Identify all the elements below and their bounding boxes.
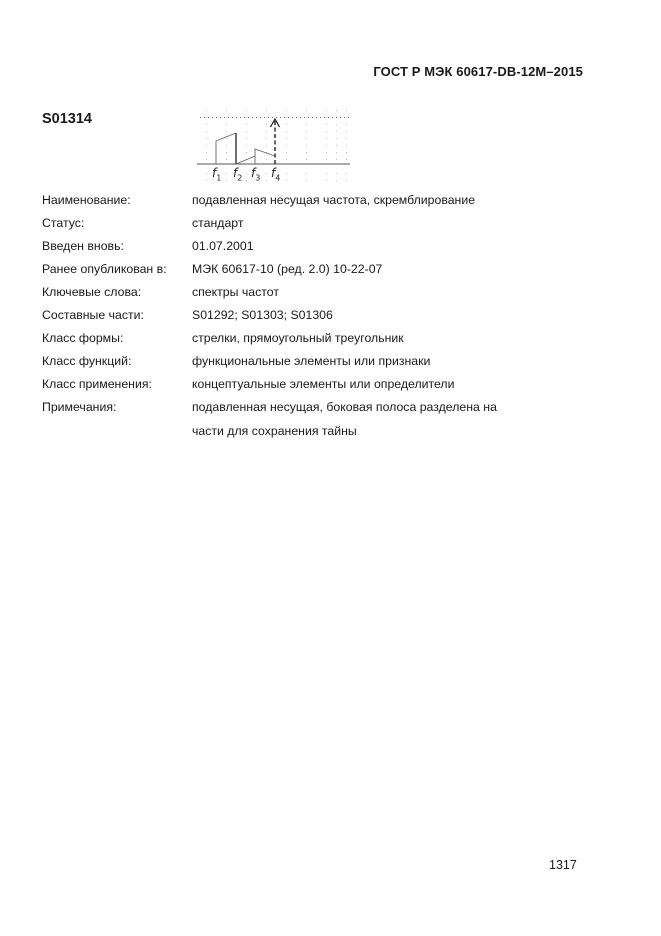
field-row-keywords	[42, 281, 562, 304]
field-label: Наименование:	[42, 193, 131, 207]
field-value: стрелки, прямоугольный треугольник	[192, 331, 404, 345]
field-label: Класс формы:	[42, 331, 124, 345]
field-value: стандарт	[192, 216, 244, 230]
axis-labels	[190, 166, 360, 182]
axis-label-f4: $f_4$	[271, 166, 281, 183]
field-label: Составные части:	[42, 308, 144, 322]
field-value: спектры частот	[192, 285, 279, 299]
field-label: Примечания:	[42, 400, 117, 414]
field-label: Класс функций:	[42, 354, 132, 368]
symbol-code: S01314	[42, 111, 92, 127]
field-value	[192, 396, 562, 443]
field-value: 01.07.2001	[192, 239, 254, 253]
axis-label-f3: $f_3$	[251, 166, 261, 183]
field-label: Введен вновь:	[42, 239, 124, 253]
field-label: Статус:	[42, 216, 85, 230]
axis-label-f2: $f_2$	[233, 166, 243, 183]
field-label: Ключевые слова:	[42, 285, 142, 299]
field-row-shape-class	[42, 327, 562, 350]
frequency-spectrum-diagram	[190, 104, 360, 186]
page-number: 1317	[549, 858, 577, 872]
field-value: концептуальные элементы или определители	[192, 377, 455, 391]
field-row-notes	[42, 396, 562, 443]
field-label: Ранее опубликован в:	[42, 262, 167, 276]
field-row-status	[42, 212, 562, 235]
notes-line-2: части для сохранения тайны	[192, 423, 357, 438]
field-row-components	[42, 304, 562, 327]
axis-label-f1: $f_1$	[212, 166, 222, 183]
symbol-attributes	[42, 189, 562, 443]
field-value: МЭК 60617-10 (ред. 2.0) 10-22-07	[192, 262, 383, 276]
field-label: Класс применения:	[42, 377, 152, 391]
standard-header: ГОСТ Р МЭК 60617-DB-12M–2015	[373, 64, 583, 79]
field-value: S01292; S01303; S01306	[192, 308, 333, 322]
field-row-name	[42, 189, 562, 212]
field-value: функциональные элементы или признаки	[192, 354, 431, 368]
field-row-function-class	[42, 350, 562, 373]
notes-line-1: подавленная несущая, боковая полоса разделена на	[192, 400, 497, 414]
field-row-application-class	[42, 373, 562, 396]
field-row-previously-published	[42, 258, 562, 281]
field-row-introduced	[42, 235, 562, 258]
field-value: подавленная несущая частота, скремблирование	[192, 193, 476, 207]
